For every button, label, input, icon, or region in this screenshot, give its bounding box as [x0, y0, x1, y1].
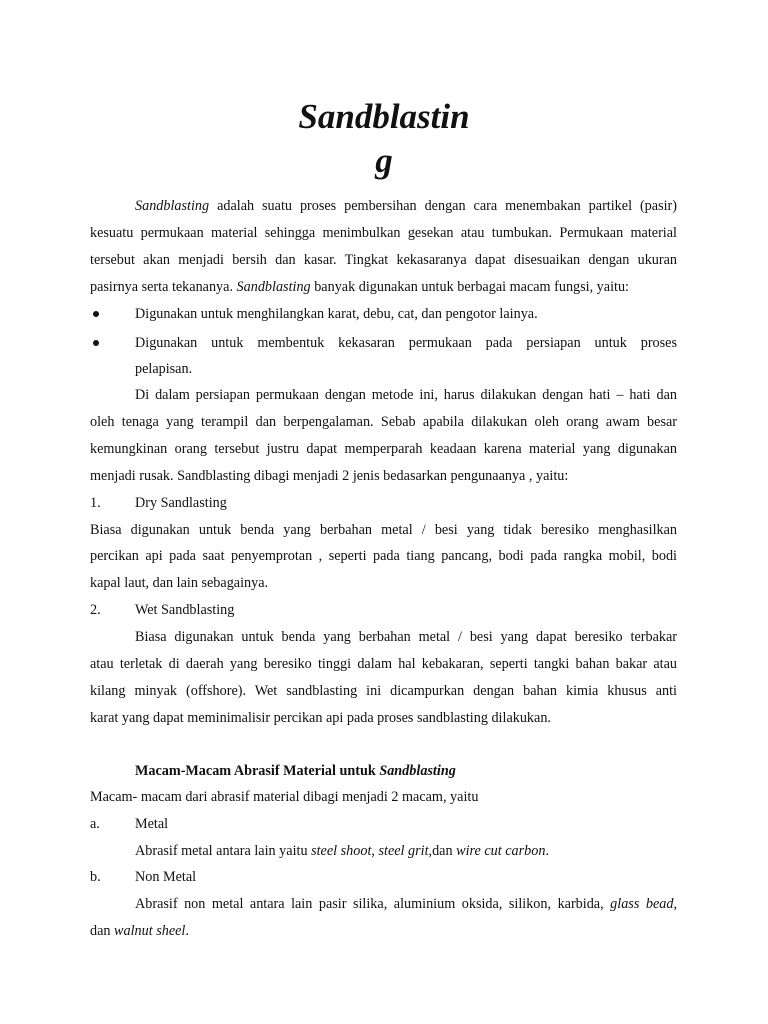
wet-desc-line-4: karat yang dapat meminimalisir percikan api pada proses sandblasting dilakukan. — [90, 710, 551, 726]
bullet-item-2: Digunakan untuk membentuk kekasaran permukaan pada persiapan untuk proses — [135, 335, 677, 351]
type-label-wet: Wet Sandblasting — [135, 602, 235, 618]
bullet-item-2-continued: pelapisan. — [135, 361, 193, 377]
wet-desc-line-3: kilang minyak (offshore). Wet sandblasting ini dicampurkan dengan bahan kimia khusus anti — [90, 683, 677, 699]
list-marker: b. — [90, 869, 101, 885]
para2-line-2: oleh tenaga yang terampil dan berpengalaman. Sebab apabila dilakukan oleh orang awam besar — [90, 414, 677, 430]
section-heading: Macam-Macam Abrasif Material untuk Sandblasting — [135, 763, 456, 779]
bullet-icon — [93, 340, 99, 346]
list-marker: a. — [90, 816, 100, 832]
dry-desc-line-3: kapal laut, dan lain sebagainya. — [90, 575, 269, 591]
dry-desc-line-1: Biasa digunakan untuk benda yang berbahan metal / besi yang tidak beresiko menghasilkan — [90, 522, 677, 538]
para2-line-3: kemungkinan orang tersebut justru dapat memperparah keadaan karena material yang digunakan — [90, 441, 677, 457]
abrasive-label-non-metal: Non Metal — [135, 869, 197, 885]
abrasive-label-metal: Metal — [135, 816, 169, 832]
non-metal-desc-line-2: dan walnut sheel. — [90, 923, 189, 939]
list-marker: 2. — [90, 602, 101, 618]
para2-line-1: Di dalam persiapan permukaan dengan metode ini, harus dilakukan dengan hati – hati dan — [135, 387, 677, 403]
metal-desc: Abrasif metal antara lain yaitu steel shoot, steel grit,dan wire cut carbon. — [135, 843, 549, 859]
page-title-line-2: g — [375, 141, 393, 180]
section-intro: Macam- macam dari abrasif material dibagi menjadi 2 macam, yaitu — [90, 789, 479, 805]
term-sandblasting: Sandblasting — [236, 279, 311, 295]
intro-line-4: pasirnya serta tekananya. Sandblasting banyak digunakan untuk berbagai macam fungsi, yaitu: — [90, 279, 629, 295]
wet-desc-line-2: atau terletak di daerah yang beresiko tinggi dalam hal kebakaran, seperti tangki bahan bakar atau — [90, 656, 677, 672]
wet-desc-line-1: Biasa digunakan untuk benda yang berbahan metal / besi yang dapat beresiko terbakar — [135, 629, 677, 645]
non-metal-desc-line-1: Abrasif non metal antara lain pasir silika, aluminium oksida, silikon, karbida, glass bead, — [135, 896, 677, 912]
page-title-line-1: Sandblastin — [298, 97, 470, 136]
dry-desc-line-2: percikan api pada saat penyemprotan , seperti pada tiang pancang, bodi pada rangka mobil, bodi — [90, 548, 677, 564]
para2-line-4: menjadi rusak. Sandblasting dibagi menjadi 2 jenis bedasarkan pengunaanya , yaitu: — [90, 468, 569, 484]
bullet-item-1: Digunakan untuk menghilangkan karat, debu, cat, dan pengotor lainya. — [135, 306, 538, 322]
list-marker: 1. — [90, 495, 101, 511]
bullet-icon — [93, 311, 99, 317]
intro-line-3: tersebut akan menjadi bersih dan kasar. Tingkat kekasaranya dapat disesuaikan dengan ukuran — [90, 252, 677, 268]
intro-line-1: Sandblasting adalah suatu proses pembersihan dengan cara menembakan partikel (pasir) — [135, 198, 677, 214]
term-sandblasting: Sandblasting — [135, 198, 210, 214]
type-label-dry: Dry Sandlasting — [135, 495, 227, 511]
intro-line-2: kesuatu permukaan material sehingga menimbulkan gesekan atau tumbukan. Permukaan material — [90, 225, 677, 241]
